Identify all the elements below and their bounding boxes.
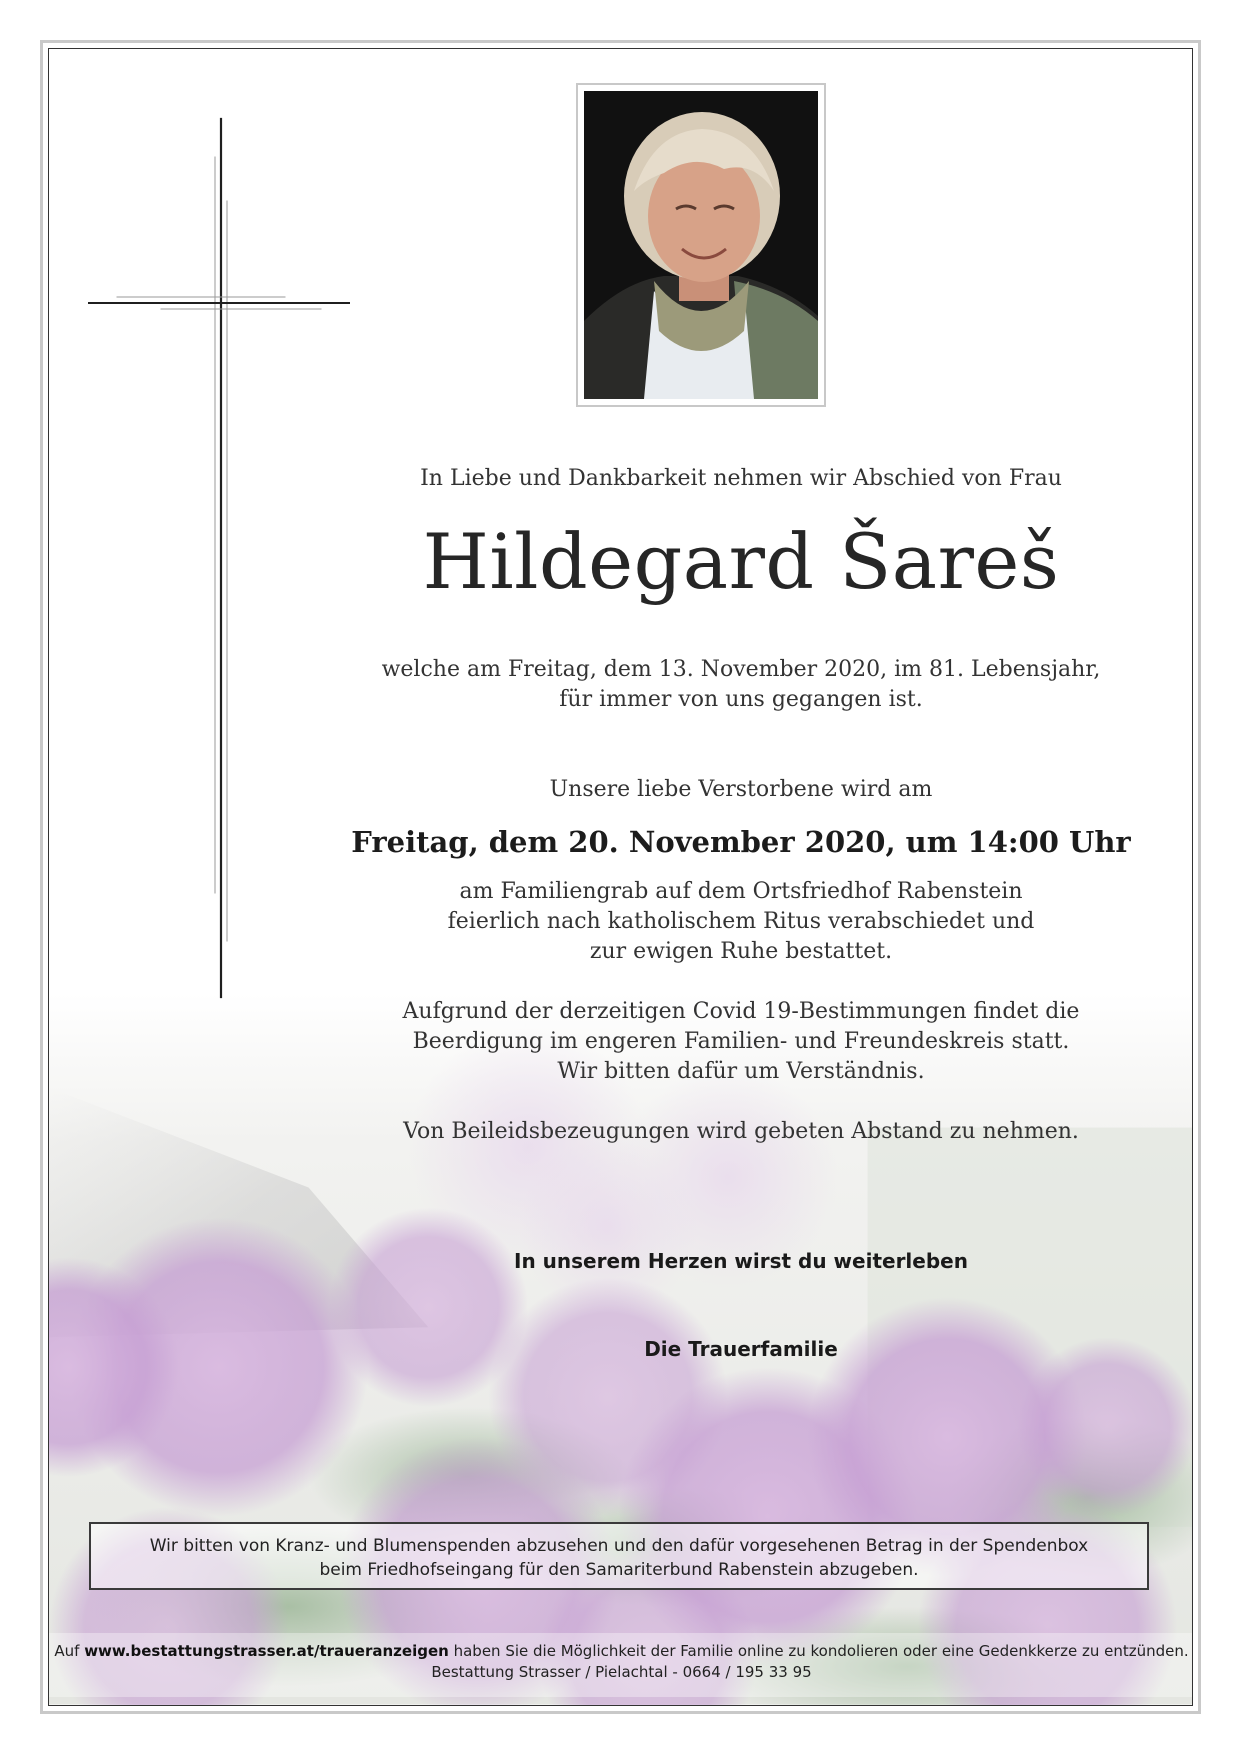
covid-text	[321, 997, 1161, 1087]
passed-line-1: welche am Freitag, dem 13. November 2020, im 81. Lebensjahr,	[381, 657, 1101, 682]
passed-text	[321, 655, 1161, 715]
heart-text: In unserem Herzen wirst du weiterleben	[514, 1249, 968, 1273]
deceased-name: Hildegard Šareš	[422, 517, 1060, 606]
place-line-3: zur ewigen Ruhe bestattet.	[589, 939, 893, 964]
donation-line-1: Wir bitten von Kranz- und Blumenspenden abzusehen und den dafür vorgesehenen Betrag in der Spendenbox	[149, 1536, 1089, 1556]
place-line-2: feierlich nach katholischem Ritus verabschiedet und	[447, 909, 1035, 934]
covid-line-1: Aufgrund der derzeitigen Covid 19-Bestimmungen findet die	[402, 999, 1080, 1024]
covid-line-2: Beerdigung im engeren Familien- und Freundeskreis statt.	[412, 1029, 1070, 1054]
footer-line-1	[49, 1641, 1193, 1662]
footer-suffix: haben Sie die Möglichkeit der Familie online zu kondolieren oder eine Gedenkkerze zu entzünden.	[448, 1642, 1189, 1660]
condolence-link[interactable]: www.bestattungstrasser.at/traueranzeigen	[84, 1642, 449, 1660]
notice-card	[48, 48, 1193, 1706]
footer	[49, 1633, 1193, 1697]
place-line-1: am Familiengrab auf dem Ortsfriedhof Rabenstein	[459, 879, 1023, 904]
portrait-illustration	[584, 91, 818, 399]
passed-line-2: für immer von uns gegangen ist.	[559, 687, 923, 712]
funeral-date: Freitag, dem 20. November 2020, um 14:00 Uhr	[351, 825, 1131, 859]
donation-line-2: beim Friedhofseingang für den Samariterbund Rabenstein abzugeben.	[319, 1560, 919, 1580]
announce-text: Unsere liebe Verstorbene wird am	[549, 777, 933, 802]
condolences-text: Von Beileidsbezeugungen wird gebeten Abstand zu nehmen.	[403, 1119, 1079, 1144]
footer-prefix: Auf	[54, 1642, 85, 1660]
donation-notice	[89, 1522, 1149, 1590]
portrait-photo	[584, 91, 818, 399]
covid-line-3: Wir bitten dafür um Verständnis.	[557, 1059, 925, 1084]
footer-contact: Bestattung Strasser / Pielachtal - 0664 / 195 33 95	[431, 1663, 812, 1681]
portrait-frame	[576, 83, 826, 407]
intro-text: In Liebe und Dankbarkeit nehmen wir Abschied von Frau	[420, 466, 1062, 491]
family-signature: Die Trauerfamilie	[644, 1337, 838, 1361]
place-text	[321, 877, 1161, 967]
